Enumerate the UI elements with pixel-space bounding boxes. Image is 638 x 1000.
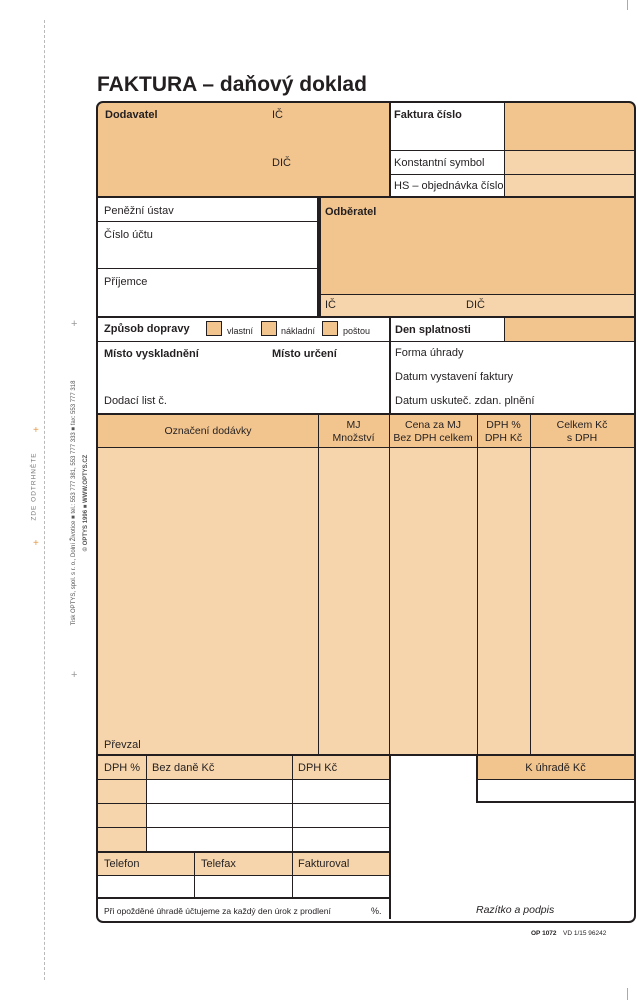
late-interest-unit: %. bbox=[371, 906, 382, 916]
col-total-vat-header: s DPH bbox=[566, 432, 598, 444]
transport-label: Způsob dopravy bbox=[104, 323, 190, 335]
col-description-header: Označení dodávky bbox=[164, 425, 252, 437]
col-unit-header: MJ bbox=[346, 419, 361, 431]
printer-imprint: Tisk OPTYS, spol. s r. o., Dolní Životice ■ tel.: 553 777 381, 553 777 333 ■ fax: 553 777 318 bbox=[71, 380, 77, 626]
col-vat-rate-header: DPH % bbox=[486, 419, 521, 431]
supplier-label: Dodavatel bbox=[105, 109, 158, 121]
supplier-ic-label: IČ bbox=[272, 109, 283, 121]
col-price-total-header: Bez DPH celkem bbox=[393, 432, 473, 444]
col-vat-amount-header: DPH Kč bbox=[484, 432, 523, 444]
transport-post-label: poštou bbox=[343, 326, 371, 336]
tear-off-label: ZDE ODTRHNĚTE bbox=[30, 452, 38, 521]
customer-label: Odběratel bbox=[325, 206, 377, 218]
vat-base-header: Bez daně Kč bbox=[152, 762, 215, 774]
tear-off-marker-bottom: + bbox=[33, 538, 39, 549]
issue-date-label: Datum vystavení faktury bbox=[395, 371, 513, 383]
stamp-signature-label: Razítko a podpis bbox=[476, 904, 555, 916]
form-reference: VD 1/15 96242 bbox=[563, 930, 607, 937]
issued-by-label: Fakturoval bbox=[298, 858, 350, 870]
tear-off-line bbox=[44, 20, 45, 980]
vat-rate-header: DPH % bbox=[104, 762, 141, 774]
transport-own-label: vlastní bbox=[227, 326, 254, 336]
warehouse-label: Místo vyskladnění bbox=[104, 348, 199, 360]
side-plus-1: + bbox=[71, 318, 78, 330]
transport-post-checkbox[interactable] bbox=[322, 321, 338, 336]
customer-dic-label: DIČ bbox=[466, 299, 485, 311]
destination-label: Místo určení bbox=[272, 348, 337, 360]
late-interest-text: Při opožděné úhradě účtujeme za každý den úrok z prodlení bbox=[104, 906, 331, 916]
const-symbol-label: Konstantní symbol bbox=[394, 157, 485, 169]
invoice-number-label: Faktura číslo bbox=[394, 109, 462, 121]
order-number-label: HS – objednávka číslo bbox=[394, 180, 504, 192]
payee-label: Příjemce bbox=[104, 276, 148, 288]
printer-copyright: © OPTYS 1996 ■ WWW.OPTYS.CZ bbox=[83, 454, 89, 552]
due-date-label: Den splatnosti bbox=[395, 324, 471, 336]
phone-label: Telefon bbox=[104, 858, 140, 870]
customer-ic-label: IČ bbox=[325, 299, 336, 311]
fax-label: Telefax bbox=[201, 858, 236, 870]
vat-amount-header: DPH Kč bbox=[298, 762, 338, 774]
transport-freight-label: nákladní bbox=[281, 326, 316, 336]
col-quantity-header: Množství bbox=[332, 432, 375, 444]
payment-form-label: Forma úhrady bbox=[395, 347, 464, 359]
bank-institution-label: Peněžní ústav bbox=[104, 205, 174, 217]
page-title: FAKTURA – daňový doklad bbox=[97, 73, 367, 96]
col-price-header: Cena za MJ bbox=[404, 419, 462, 431]
transport-own-checkbox[interactable] bbox=[206, 321, 222, 336]
tear-off-marker-top: + bbox=[33, 425, 39, 436]
col-total-header: Celkem Kč bbox=[556, 419, 608, 431]
delivery-note-label: Dodací list č. bbox=[104, 395, 167, 407]
supplier-dic-label: DIČ bbox=[272, 157, 291, 169]
corner-mark-bottom bbox=[627, 988, 628, 1000]
corner-mark-top bbox=[627, 0, 628, 10]
taxable-date-label: Datum uskuteč. zdan. plnění bbox=[395, 395, 535, 407]
to-pay-label: K úhradě Kč bbox=[525, 762, 586, 774]
form-code: OP 1072 bbox=[531, 930, 557, 937]
account-number-label: Číslo účtu bbox=[104, 229, 153, 241]
received-by-label: Převzal bbox=[104, 739, 141, 751]
transport-freight-checkbox[interactable] bbox=[261, 321, 277, 336]
side-plus-2: + bbox=[71, 669, 78, 681]
